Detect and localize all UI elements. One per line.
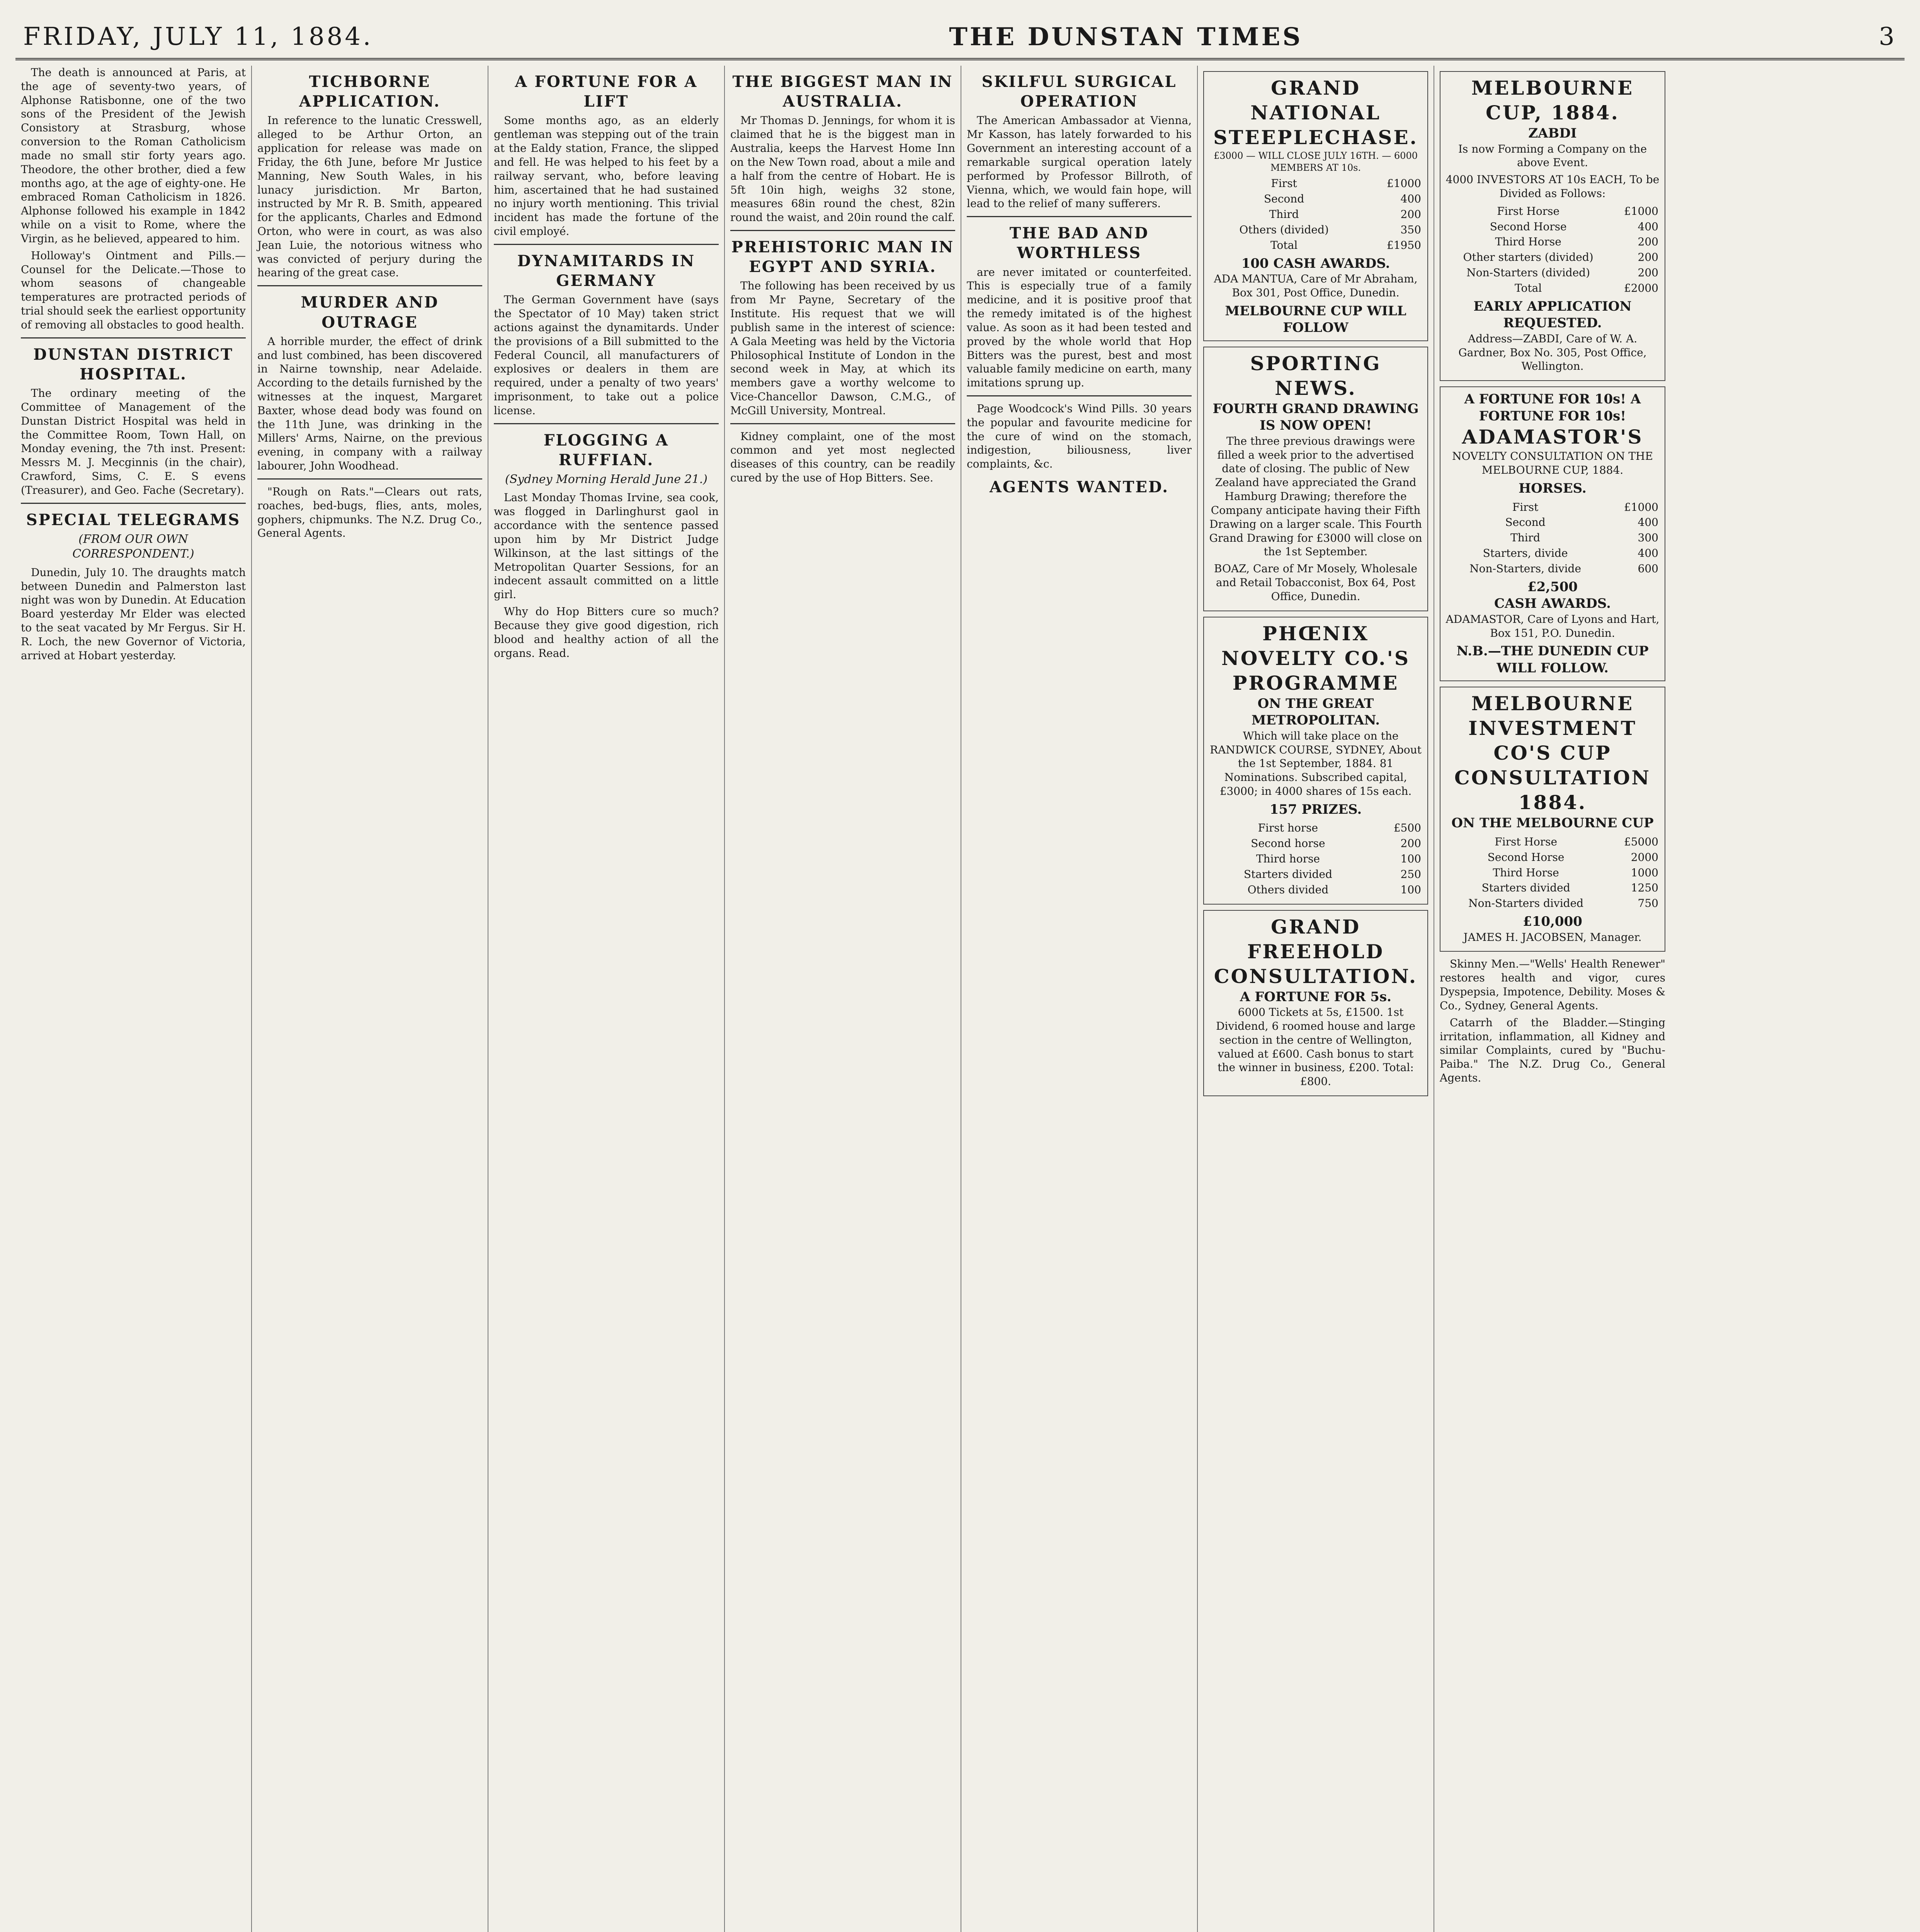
- worthless-paragraph: are never imitated or counterfeited. This is especially true of a family medicine, and it is positive proof that the remedy imitated is of the highest value. As soon as it had been tested and proved by the whole world that Hop Bitters was the purest, best and most valuable family medicine on earth, many imitations sprung up.: [967, 265, 1192, 389]
- sporting-paragraph: The three previous drawings were filled a week prior to the advertised date of closing. The public of New Zealand have appreciated the Grand Hamburg Drawing; therefore the Company anticipate having their Fifth Drawing on a larger scale. This Fourth Grand Drawing for £3000 will close on the 1st September.: [1209, 434, 1422, 558]
- zabdi-heading: ZABDI: [1528, 126, 1577, 141]
- table-row: Others divided 100: [1247, 883, 1421, 896]
- phoenix-prizes-heading: 157 PRIZES.: [1269, 801, 1362, 817]
- table-row: Starters, divide 400: [1483, 547, 1658, 560]
- masthead-date: FRIDAY, JULY 11, 1884.: [23, 22, 373, 51]
- table-row: First £1000: [1512, 500, 1658, 514]
- phoenix-prize-table: [1208, 820, 1423, 897]
- table-row: Third Horse 1000: [1493, 866, 1658, 879]
- adamastor-ad: [1440, 386, 1665, 681]
- flogging-subheading: (Sydney Morning Herald June 21.): [505, 473, 707, 486]
- divider: [21, 503, 246, 504]
- table-row: Third 200: [1269, 208, 1421, 221]
- tichborne-paragraph: In reference to the lunatic Cresswell, alleged to be Arthur Orton, an application for release was made on Friday, the 6th June, before Mr Justice Manning, New South Wales, in his lunacy jurisdiction. Mr Barton, instructed by Mr R. B. Smith, appeared for the applicants, Charles and Edmond Orton, who were in court, as was also Jean Luie, the notorious witness who was convicted of perjury during the hearing of the great case.: [257, 114, 482, 279]
- sporting-ad: [1203, 347, 1428, 611]
- freehold-subheading: A FORTUNE FOR 5s.: [1240, 989, 1391, 1005]
- freehold-ad: [1203, 910, 1428, 1096]
- murder-paragraph: A horrible murder, the effect of drink and lust combined, has been discovered in Nairne township, near Adelaide. According to the details furnished by the witnesses at the inquest, Margaret Baxter, whose dead body was found on the 11th June, was drinking in the Millers' Arms, Nairne, on the previous evening, in company with a railway labourer, John Woodhead.: [257, 335, 483, 473]
- dynamite-heading: DYNAMITARDS IN GERMANY: [517, 252, 696, 290]
- column-4: [725, 66, 961, 1932]
- hospital-paragraph: The ordinary meeting of the Committee of Management of the Dunstan District Hospital was held in the Committee Room, Town Hall, on Monday evening, the 7th inst. Present: Messrs M. J. Mecginnis (in the chair), Crawford, Sims, C. E. S evens (Treasurer), and Geo. Fache (Secretary).: [21, 387, 246, 497]
- divider: [257, 478, 482, 480]
- column-1: [15, 66, 252, 1932]
- flogging-heading: FLOGGING A RUFFIAN.: [543, 431, 669, 469]
- lift-paragraph: Some months ago, as an elderly gentleman was stepping out of the train at the Ealdy station, France, the slipped and fell. He was helped to his feet by a railway servant, who, before leaving him, ascertained that he had sustained no injury worth mentioning. This trivial incident has made the fortune of the civil employé.: [494, 114, 719, 238]
- columns: [15, 66, 1905, 1932]
- table-row: Other starters (divided) 200: [1463, 251, 1658, 264]
- table-row: First £1000: [1271, 177, 1421, 190]
- adamastor-subheading: NOVELTY CONSULTATION ON THE MELBOURNE CUP, 1884.: [1452, 450, 1653, 477]
- zabdi-address: Address—ZABDI, Care of W. A. Gardner, Box No. 305, Post Office, Wellington.: [1458, 332, 1647, 373]
- masthead-title: THE DUNSTAN TIMES: [949, 22, 1303, 51]
- divider: [730, 230, 955, 231]
- table-row: Non-Starters divided 750: [1468, 897, 1658, 910]
- zabdi-prize-table: [1444, 204, 1661, 296]
- investment-ad: [1440, 687, 1665, 952]
- table-row: Total £1950: [1270, 238, 1421, 252]
- prehistoric-heading: PREHISTORIC MAN IN EGYPT AND SYRIA.: [731, 238, 954, 276]
- table-row: Second 400: [1264, 192, 1421, 206]
- national-heading: GRAND NATIONAL STEEPLECHASE.: [1213, 77, 1418, 149]
- divider: [967, 395, 1192, 396]
- phoenix-ad: [1203, 617, 1428, 905]
- death-paragraph: The death is announced at Paris, at the age of seventy-two years, of Alphonse Ratisbonne, one of the two sons of the President of the Jewish Consistory at Strasburg, whose conversion to the Roman Catholicism made no small stir forty years ago. Theodore, the other brother, died a few months ago, at the age of eighty-one. He embraced Roman Catholicism in 1826. Alphonse followed his example in 1842 while on a visit to Rome, where the Virgin, as he believed, appeared to him.: [21, 66, 246, 245]
- sporting-heading: SPORTING NEWS.: [1250, 352, 1381, 400]
- agents-heading: AGENTS WANTED.: [989, 478, 1169, 497]
- adamastor-signature: ADAMASTOR, Care of Lyons and Hart, Box 151, P.O. Dunedin.: [1446, 612, 1660, 639]
- dunedin-cup-note: N.B.—THE DUNEDIN CUP WILL FOLLOW.: [1456, 643, 1649, 676]
- divider: [494, 423, 719, 424]
- zabdi-ad: [1440, 71, 1665, 381]
- horses-heading: HORSES.: [1519, 481, 1587, 496]
- phoenix-subheading: ON THE GREAT METROPOLITAN.: [1251, 696, 1380, 728]
- investment-heading: MELBOURNE INVESTMENT CO'S CUP CONSULTATION 1884.: [1454, 692, 1651, 814]
- adamastor-heading: ADAMASTOR'S: [1462, 425, 1643, 449]
- prehistoric-paragraph: The following has been received by us from Mr Payne, Secretary of the Institute. His request that we will publish same in the interest of science: A Gala Meeting was held by the Victoria Philosophical Institute of London in the second week in May, at which its members gave a worthy welcome to Vice-Chancellor Dawson, C.M.G., of McGill University, Montreal.: [730, 279, 955, 417]
- divider: [21, 337, 246, 338]
- melbourne-note: MELBOURNE CUP WILL FOLLOW: [1225, 303, 1406, 336]
- table-row: Others (divided) 350: [1239, 223, 1421, 236]
- table-row: Second Horse 2000: [1487, 850, 1658, 864]
- melbourne-cup-heading: MELBOURNE CUP, 1884.: [1471, 77, 1634, 124]
- woodcock-paragraph: Page Woodcock's Wind Pills. 30 years the popular and favourite medicine for the cure of wind on the stomach, indigestion, biliousness, liver complaints, &c.: [967, 402, 1192, 471]
- ada-signature: ADA MANTUA, Care of Mr Abraham, Box 301, Post Office, Dunedin.: [1214, 272, 1418, 299]
- investment-total: £10,000: [1523, 914, 1582, 930]
- table-row: Non-Starters (divided) 200: [1466, 266, 1658, 279]
- worthless-heading: THE BAD AND WORTHLESS: [1009, 224, 1149, 262]
- investment-prize-table: [1444, 834, 1661, 911]
- catarrh-paragraph: Catarrh of the Bladder.—Stinging irritation, inflammation, all Kidney and similar Complaints, cured by "Buchu-Paiba." The N.Z. Drug Co., General Agents.: [1440, 1016, 1665, 1084]
- column-6: [1198, 66, 1434, 1932]
- table-row: Third 300: [1510, 531, 1658, 544]
- divider: [257, 285, 482, 286]
- phoenix-heading: PHŒNIX NOVELTY CO.'S PROGRAMME: [1221, 622, 1410, 694]
- table-row: Second horse 200: [1251, 837, 1421, 850]
- column-2: [252, 66, 488, 1932]
- table-row: Starters divided 1250: [1481, 881, 1658, 895]
- column-5: [961, 66, 1198, 1932]
- rough-on-rats-paragraph: "Rough on Rats."—Clears out rats, roaches, bed-bugs, flies, ants, moles, gophers, chipmunks. The N.Z. Drug Co., General Agents.: [257, 485, 482, 540]
- table-row: Second Horse 400: [1490, 220, 1658, 233]
- kidney-paragraph: Kidney complaint, one of the most common and yet most neglected diseases of this country, can be readily cured by the use of Hop Bitters. See.: [730, 430, 955, 485]
- investment-subheading: ON THE MELBOURNE CUP: [1451, 815, 1654, 831]
- horses-prize-table: [1444, 500, 1661, 577]
- column-3: [488, 66, 725, 1932]
- early-application-heading: EARLY APPLICATION REQUESTED.: [1473, 298, 1632, 331]
- dynamite-paragraph: The German Government have (says the Spectator of 10 May) taken strict actions against the dynamitards. Under the provisions of a Bill submitted to the Federal Council, all manufacturers of explosives or dealers in them are required, under a penalty of two years' imprisonment, to take out a police license.: [494, 293, 719, 417]
- jacobsen-signature: JAMES H. JACOBSEN, Manager.: [1463, 930, 1642, 944]
- surgical-heading: SKILFUL SURGICAL OPERATION: [981, 73, 1177, 111]
- divider: [730, 423, 955, 424]
- boaz-signature: BOAZ, Care of Mr Mosely, Wholesale and Retail Tobacconist, Box 64, Post Office, Dunedin.: [1214, 562, 1418, 603]
- freehold-paragraph: 6000 Tickets at 5s, £1500. 1st Dividend, 6 roomed house and large section in the centre of Wellington, valued at £600. Cash bonus to start the winner in business, £200. Total: £800.: [1216, 1006, 1416, 1088]
- table-row: First Horse £5000: [1495, 835, 1658, 848]
- phoenix-paragraph: Which will take place on the RANDWICK COURSE, SYDNEY, About the 1st September, 1884. 81 Nominations. Subscribed capital, £3000; in 4000 shares of 15s each.: [1210, 729, 1422, 798]
- hospital-heading: DUNSTAN DISTRICT HOSPITAL.: [33, 345, 233, 383]
- national-subheading: £3000 — WILL CLOSE JULY 16TH. — 6000 MEMBERS AT 10s.: [1214, 150, 1418, 173]
- telegrams-paragraph: Dunedin, July 10. The draughts match between Dunedin and Palmerston last night was won by Dunedin. At Education Board yesterday Mr Elder was elected to the seat vacated by Mr Fergus. Sir H. R. Loch, the new Governor of Victoria, arrived at Hobart yesterday.: [21, 566, 246, 662]
- telegrams-heading: SPECIAL TELEGRAMS: [26, 510, 241, 529]
- flogging-paragraph: Last Monday Thomas Irvine, sea cook, was flogged in Darlinghurst gaol in accordance with the sentence passed upon him by Mr District Judge Wilkinson, at the last sittings of the Metropolitan Quarter Sessions, for an indecent assault committed on a little girl.: [494, 491, 719, 601]
- murder-heading: MURDER AND OUTRAGE: [301, 293, 439, 332]
- holloway-paragraph: Holloway's Ointment and Pills.—Counsel for the Delicate.—Those to whom seasons of changeable temperatures are protracted periods of trial should seek the earliest opportunity of removing all obstacles to good health.: [21, 249, 246, 331]
- divider: [967, 216, 1192, 217]
- telegrams-subheading: (FROM OUR OWN CORRESPONDENT.): [72, 532, 194, 561]
- table-row: Third Horse 200: [1495, 235, 1658, 248]
- lift-heading: A FORTUNE FOR A LIFT: [515, 73, 698, 111]
- adamastor-total: £2,500: [1527, 579, 1578, 595]
- divider: [494, 244, 719, 245]
- table-row: Second 400: [1505, 516, 1658, 529]
- table-row: First horse £500: [1258, 821, 1421, 835]
- zabdi-subheading: Is now Forming a Company on the above Event.: [1458, 142, 1647, 169]
- table-row: Third horse 100: [1256, 852, 1421, 866]
- biggest-man-paragraph: Mr Thomas D. Jennings, for whom it is claimed that he is the biggest man in Australia, keeps the Harvest Home Inn on the New Town road, about a mile and a half from the centre of Hobart. He is 5ft 10in high, weighs 32 stone, measures 68in round the chest, 82in round the waist, and 20in round the calf.: [730, 114, 955, 224]
- skinny-men-paragraph: Skinny Men.—"Wells' Health Renewer" restores health and vigor, cures Dyspepsia, Impotence, Debility. Moses & Co., Sydney, General Agents.: [1440, 957, 1665, 1012]
- column-7: [1434, 66, 1671, 1932]
- national-prize-table: [1208, 176, 1423, 253]
- cash-awards-heading-7: CASH AWARDS.: [1494, 596, 1611, 612]
- masthead: [15, 15, 1905, 60]
- fortune-heading: A FORTUNE FOR 10s! A FORTUNE FOR 10s!: [1464, 391, 1641, 424]
- national-ad: [1203, 71, 1428, 341]
- table-row: Non-Starters, divide 600: [1469, 562, 1658, 575]
- tichborne-heading: TICHBORNE APPLICATION.: [299, 73, 440, 111]
- biggest-man-heading: THE BIGGEST MAN IN AUSTRALIA.: [732, 73, 953, 111]
- table-row: Starters divided 250: [1243, 867, 1421, 881]
- hop-bitters-paragraph: Why do Hop Bitters cure so much? Because they give good digestion, rich blood and healthy action of all the organs. Read.: [494, 605, 719, 660]
- table-row: First Horse £1000: [1497, 204, 1658, 218]
- page-number: 3: [1879, 22, 1897, 51]
- sporting-subheading: FOURTH GRAND DRAWING IS NOW OPEN!: [1213, 401, 1419, 434]
- freehold-heading: GRAND FREEHOLD CONSULTATION.: [1214, 915, 1418, 988]
- zabdi-subheading-2: 4000 INVESTORS AT 10s EACH, To be Divided as Follows:: [1446, 173, 1660, 200]
- cash-awards-heading: 100 CASH AWARDS.: [1241, 255, 1390, 271]
- table-row: Total £2000: [1515, 281, 1658, 294]
- surgical-paragraph: The American Ambassador at Vienna, Mr Kasson, has lately forwarded to his Government an interesting account of a remarkable surgical operation lately performed by Professor Billroth, of Vienna, which, we would fain hope, will lead to the relief of many sufferers.: [967, 114, 1192, 210]
